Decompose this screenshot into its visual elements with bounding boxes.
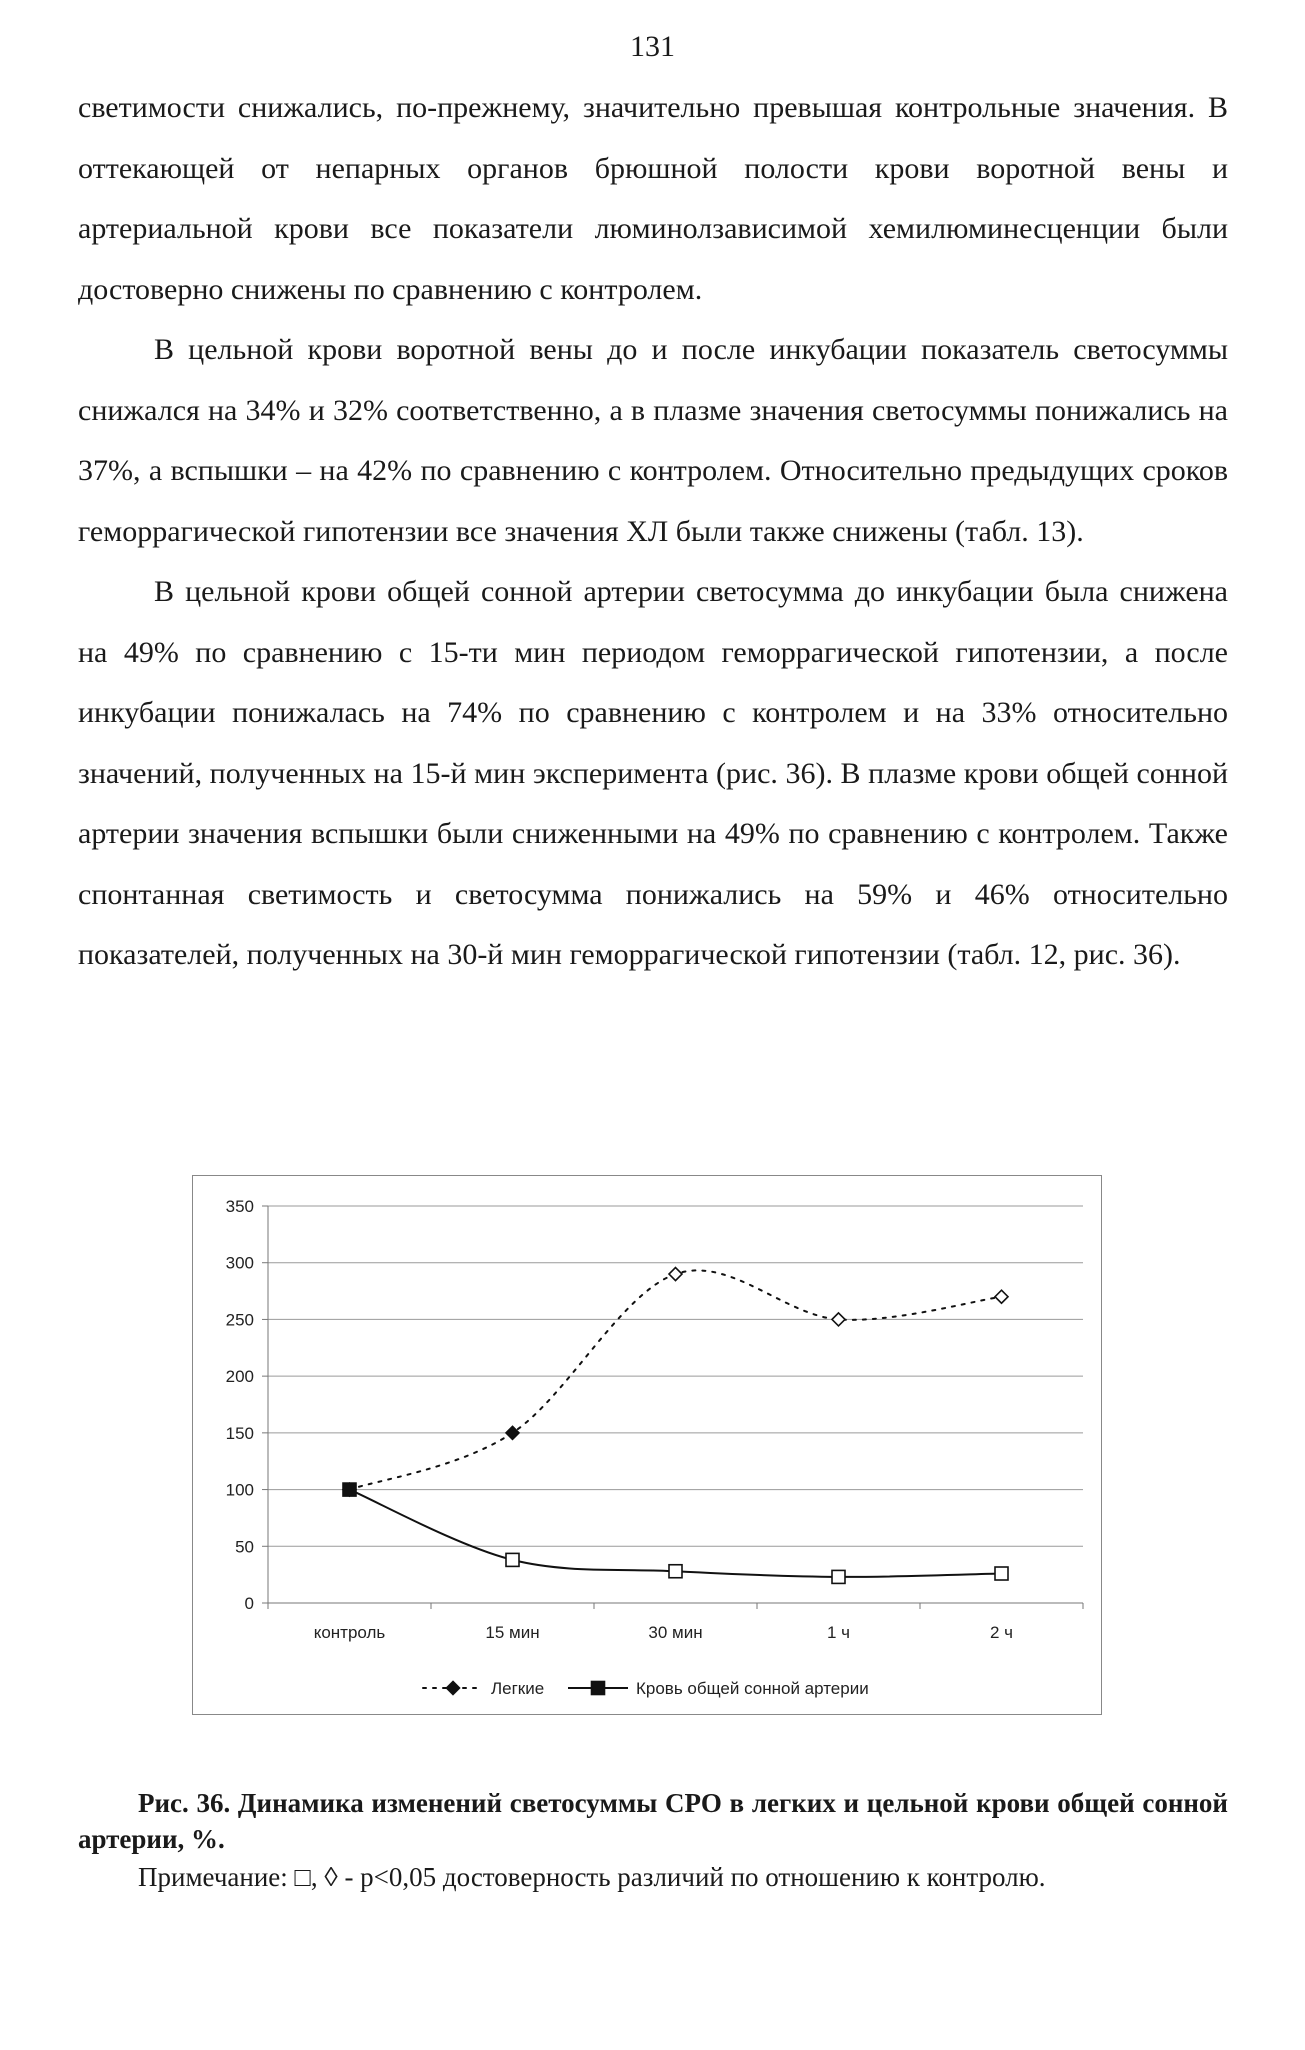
y-tick-label: 50 (235, 1537, 254, 1557)
legend-marker-1 (447, 1682, 460, 1695)
figure-caption (78, 1785, 1228, 1895)
point-series-2 (995, 1567, 1008, 1580)
y-tick-label: 100 (225, 1480, 254, 1500)
point-series-1 (832, 1313, 845, 1326)
legend-label-1: Легкие (491, 1679, 545, 1698)
x-tick-label: 1 ч (826, 1623, 851, 1642)
y-tick-label: 200 (225, 1367, 254, 1387)
paragraph-3: В цельной крови общей сонной артерии светосумма до инкубации была снижена на 49% по сравнению с 15-ти мин периодом геморрагической гипотензии, а после инкубации понижалась на 74% по сравнению с контролем и на 33% относительно значений, полученных на 15-й мин эксперимента (рис. 36). В плазме крови общей сонной артерии значения вспышки были сниженными на 49% по сравнению с контролем. Также спонтанная светимость и светосумма понижались на 59% и 46% относительно показателей, полученных на 30-й мин геморрагической гипотензии (табл. 12, рис. 36). (78, 575, 1228, 971)
point-series-1 (995, 1290, 1008, 1303)
figure-36-chart (192, 1175, 1102, 1715)
chart-svg (193, 1176, 1103, 1716)
legend-marker-2 (592, 1682, 605, 1695)
point-series-2 (669, 1565, 682, 1578)
x-tick-label: 15 мин (485, 1623, 540, 1642)
y-tick-label: 250 (225, 1310, 254, 1330)
series-line-1 (350, 1270, 1002, 1489)
y-tick-label: 0 (244, 1594, 254, 1613)
paragraph-1: светимости снижались, по-прежнему, значительно превышая контрольные значения. В оттекающей от непарных органов брюшной полости крови воротной вены и артериальной крови все показатели люминолзависимой хемилюминесценции были достоверно снижены по сравнению с контролем. (78, 91, 1228, 306)
paragraph-2: В цельной крови воротной вены до и после инкубации показатель светосуммы снижался на 34% и 32% соответственно, а в плазме значения светосуммы понижались на 37%, а вспышки – на 42% по сравнению с контролем. Относительно предыдущих сроков геморрагической гипотензии все значения ХЛ были также снижены (табл. 13). (78, 333, 1228, 548)
page-number: 131 (630, 30, 675, 63)
body-text (78, 78, 1228, 986)
y-tick-label: 150 (225, 1423, 254, 1443)
point-series-2 (832, 1570, 845, 1583)
point-series-2 (506, 1553, 519, 1566)
x-tick-label: контроль (313, 1623, 386, 1642)
point-series-2 (343, 1483, 356, 1496)
caption-note: Примечание: □, ◊ - p<0,05 достоверность различий по отношению к контролю. (138, 1862, 1046, 1892)
x-tick-label: 30 мин (648, 1623, 703, 1642)
legend-label-2: Кровь общей сонной артерии (636, 1679, 869, 1698)
x-tick-label: 2 ч (989, 1623, 1014, 1642)
point-series-1 (506, 1426, 519, 1439)
caption-title: Рис. 36. Динамика изменений светосуммы СРО в легких и цельной крови общей сонной артерии, %. (78, 1788, 1228, 1854)
point-series-1 (669, 1268, 682, 1281)
series-line-2 (350, 1490, 1002, 1577)
y-tick-label: 350 (225, 1197, 254, 1216)
y-tick-label: 300 (225, 1253, 254, 1273)
